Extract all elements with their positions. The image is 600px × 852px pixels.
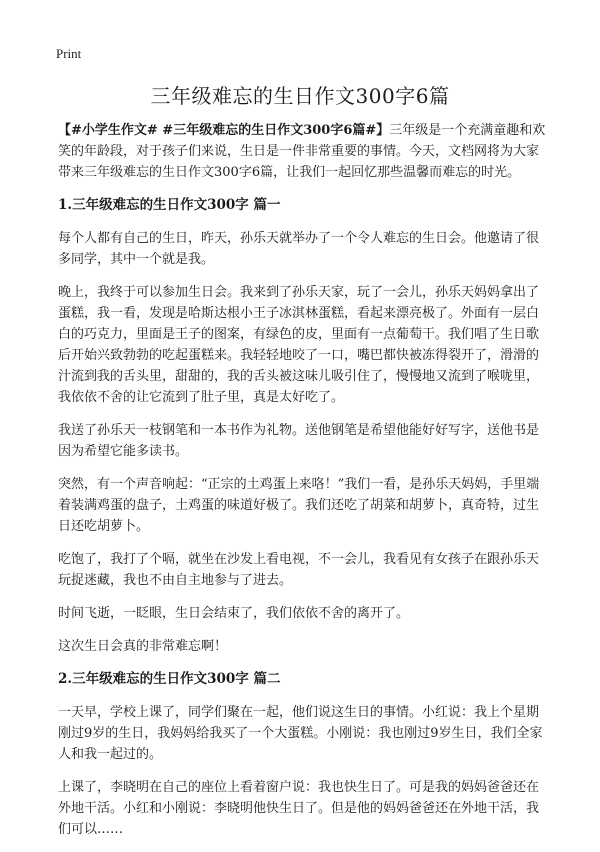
print-link[interactable]: Print [56, 46, 82, 61]
paragraph: 一天早，学校上课了，同学们聚在一起，他们说这生日的事情。小红说：我上个星期刚过9岁的生日，我妈妈给我买了一个大蛋糕。小刚说：我也刚过9岁生日，我们全家人和我一起过的。 [58, 705, 543, 762]
document-body [58, 120, 546, 852]
section-heading: 1.三年级难忘的生日作文300字 篇一 [58, 197, 281, 213]
paragraph: 吃饱了，我打了个嗝，就坐在沙发上看电视，不一会儿，我看见有女孩子在跟孙乐天玩捉迷藏，我也不由自主地参与了进去。 [58, 552, 540, 588]
intro-tag: 【#小学生作文# #三年级难忘的生日作文300字6篇#】 [58, 123, 390, 138]
paragraph: 每个人都有自己的生日，昨天，孙乐天就举办了一个令人难忘的生日会。他邀请了很多同学，其中一个就是我。 [58, 231, 540, 267]
paragraph: 上课了，李晓明在自己的座位上看着窗户说：我也快生日了。可是我的妈妈爸爸还在外地干活。小红和小刚说：李晓明他快生日了。但是他的妈妈爸爸还在外地干活，我们可以…… [58, 780, 540, 837]
intro-paragraph [58, 120, 546, 183]
paragraph: 这次生日会真的非常难忘啊！ [58, 639, 228, 654]
paragraph: 晚上，我终于可以参加生日会。我来到了孙乐天家，玩了一会儿，孙乐天妈妈拿出了蛋糕，我一看，发现是哈斯达根小王子冰淇林蛋糕，看起来漂亮极了。外面有一层白白的巧克力，里面是王子的图案，有绿色的皮，里面有一点葡萄干。我们唱了生日歌后开始兴致勃勃的吃起蛋糕来。我轻轻地咬了一口，嘴巴都快被冻得裂开了，滑滑的汁流到我的舌头里，甜甜的，我的舌头被这味儿吸引住了，慢慢地又流到了喉咙里，我依依不舍的让它流到了肚子里，真是太好吃了。 [58, 285, 540, 405]
intro-text: 三年级是一个充满童趣和欢笑的年龄段，对于孩子们来说，生日是一件非常重要的事情。今天，文档网将为大家带来三年级难忘的生日作文300字6篇，让我们一起回忆那些温馨而难忘的时光。 [58, 123, 546, 180]
document-title: 三年级难忘的生日作文300字6篇 [150, 84, 450, 108]
paragraph: 突然，有一个声音响起：“正宗的土鸡蛋上来咯！”我们一看，是孙乐天妈妈，手里端着装满鸡蛋的盘子，土鸡蛋的味道好极了。我们还吃了胡菜和胡萝卜，真奇特，过生日还吃胡萝卜。 [58, 477, 540, 534]
paragraph: 我送了孙乐天一枝钢笔和一本书作为礼物。送他钢笔是希望他能好好写字，送他书是因为希望它能多读书。 [58, 423, 540, 459]
paragraph: 时间飞逝，一眨眼，生日会结束了，我们依依不舍的离开了。 [58, 606, 410, 621]
section-heading: 2.三年级难忘的生日作文300字 篇二 [58, 671, 281, 687]
